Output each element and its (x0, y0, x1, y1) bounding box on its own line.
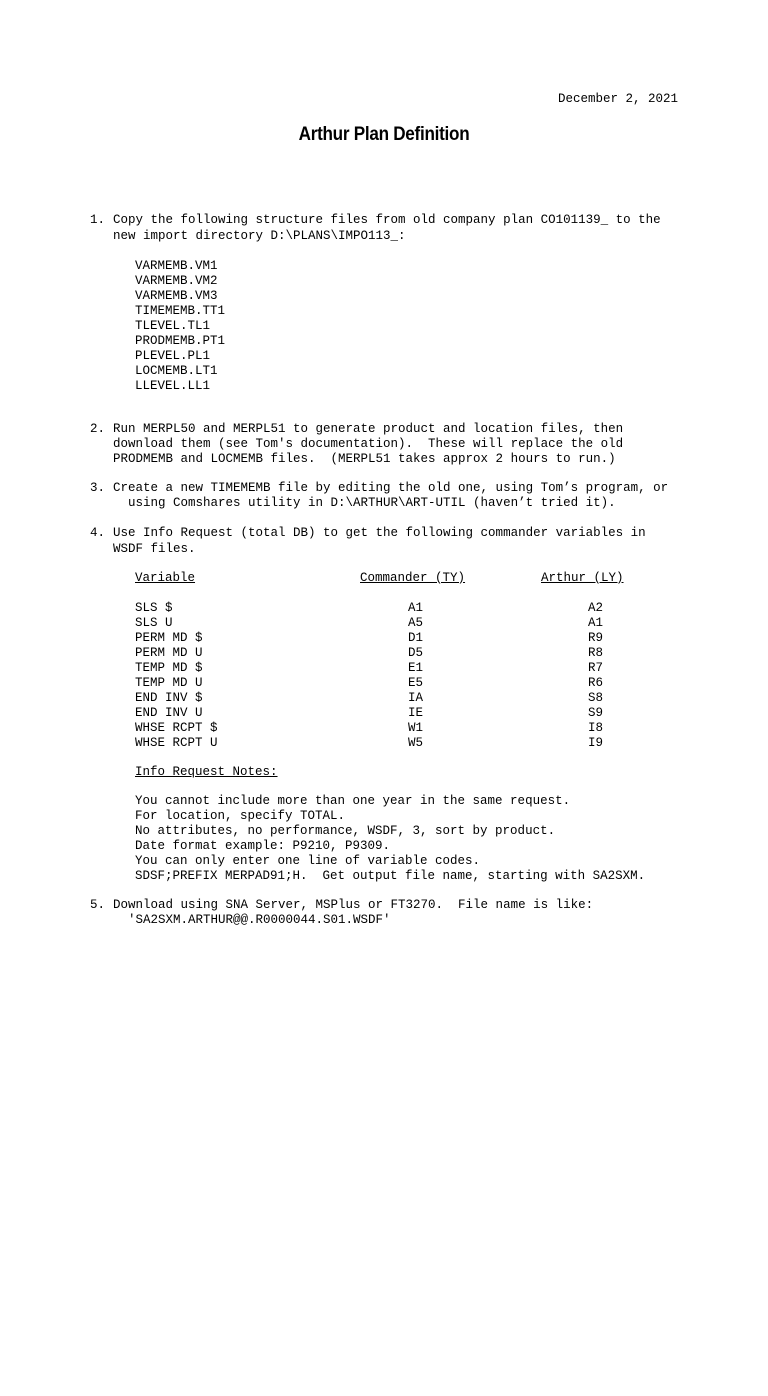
arthur-code: R9 (588, 631, 604, 645)
step-number: 3. (90, 481, 106, 495)
arthur-code: I8 (588, 721, 604, 735)
variable-name: WHSE RCPT U (135, 736, 218, 750)
step-text-line: 'SA2SXM.ARTHUR@@.R0000044.S01.WSDF' (113, 913, 391, 927)
variable-name: TEMP MD $ (135, 661, 203, 675)
arthur-code: A2 (588, 601, 604, 615)
column-header-variable: Variable (135, 571, 196, 585)
variable-name: WHSE RCPT $ (135, 721, 218, 735)
step-number: 5. (90, 898, 106, 912)
step-text-line: Download using SNA Server, MSPlus or FT3270. File name is like: (113, 898, 594, 912)
note-line: You cannot include more than one year in the same request. (135, 794, 571, 808)
variable-name: PERM MD $ (135, 631, 203, 645)
commander-code: IA (408, 691, 424, 705)
step-text-line: WSDF files. (113, 542, 196, 556)
arthur-code: R7 (588, 661, 604, 675)
arthur-code: R8 (588, 646, 604, 660)
file-name: PRODMEMB.PT1 (135, 334, 226, 348)
commander-code: D5 (408, 646, 424, 660)
document-title: Arthur Plan Definition (298, 124, 470, 145)
file-name: VARMEMB.VM1 (135, 259, 218, 273)
arthur-code: I9 (588, 736, 604, 750)
file-name: LLEVEL.LL1 (135, 379, 211, 393)
variable-name: SLS $ (135, 601, 173, 615)
variable-name: SLS U (135, 616, 173, 630)
arthur-code: S9 (588, 706, 604, 720)
step-5 (90, 898, 594, 973)
file-name: TLEVEL.TL1 (135, 319, 211, 333)
step-text-line: PRODMEMB and LOCMEMB files. (MERPL51 takes approx 2 hours to run.) (113, 452, 616, 466)
file-name: LOCMEMB.LT1 (135, 364, 218, 378)
arthur-code: A1 (588, 616, 604, 630)
commander-code: A1 (408, 601, 424, 615)
column-header-commander: Commander (TY) (360, 571, 466, 585)
commander-code: W5 (408, 736, 424, 750)
variable-name: TEMP MD U (135, 676, 203, 690)
arthur-code: S8 (588, 691, 604, 705)
file-name: PLEVEL.PL1 (135, 349, 211, 363)
step-text-line: new import directory D:\PLANS\IMPO113_: (113, 229, 406, 243)
commander-code: E5 (408, 676, 424, 690)
commander-code: D1 (408, 631, 424, 645)
commander-code: IE (408, 706, 424, 720)
file-name: VARMEMB.VM2 (135, 274, 218, 288)
step-number: 2. (90, 422, 106, 436)
variable-name: END INV $ (135, 691, 203, 705)
step-text-line: Copy the following structure files from old company plan CO101139_ to the (113, 213, 661, 227)
commander-code: A5 (408, 616, 424, 630)
note-line: No attributes, no performance, WSDF, 3, sort by product. (135, 824, 556, 838)
note-line: Date format example: P9210, P9309. (135, 839, 391, 853)
step-number: 1. (90, 213, 106, 227)
commander-code: W1 (408, 721, 424, 735)
commander-code: E1 (408, 661, 424, 675)
step-text-line: download them (see Tom's documentation). These will replace the old (113, 437, 624, 451)
step-text-line: Run MERPL50 and MERPL51 to generate product and location files, then (113, 422, 624, 436)
step-text-line: Create a new TIMEMEMB file by editing the old one, using Tom’s program, or (113, 481, 669, 495)
notes-heading: Info Request Notes: (135, 765, 278, 779)
step-number: 4. (90, 526, 106, 540)
file-name: TIMEMEMB.TT1 (135, 304, 226, 318)
column-header-arthur: Arthur (LY) (541, 571, 624, 585)
arthur-code: R6 (588, 676, 604, 690)
note-line: SDSF;PREFIX MERPAD91;H. Get output file name, starting with SA2SXM. (135, 869, 646, 883)
document-date: December 2, 2021 (557, 92, 678, 106)
note-line: You can only enter one line of variable codes. (135, 854, 481, 868)
step-text-line: using Comshares utility in D:\ARTHUR\ART-UTIL (haven’t tried it). (113, 496, 616, 510)
step-text-line: Use Info Request (total DB) to get the following commander variables in (113, 526, 646, 540)
variable-name: END INV U (135, 706, 203, 720)
note-line: For location, specify TOTAL. (135, 809, 346, 823)
step-1 (90, 213, 661, 423)
variable-name: PERM MD U (135, 646, 203, 660)
file-name: VARMEMB.VM3 (135, 289, 218, 303)
